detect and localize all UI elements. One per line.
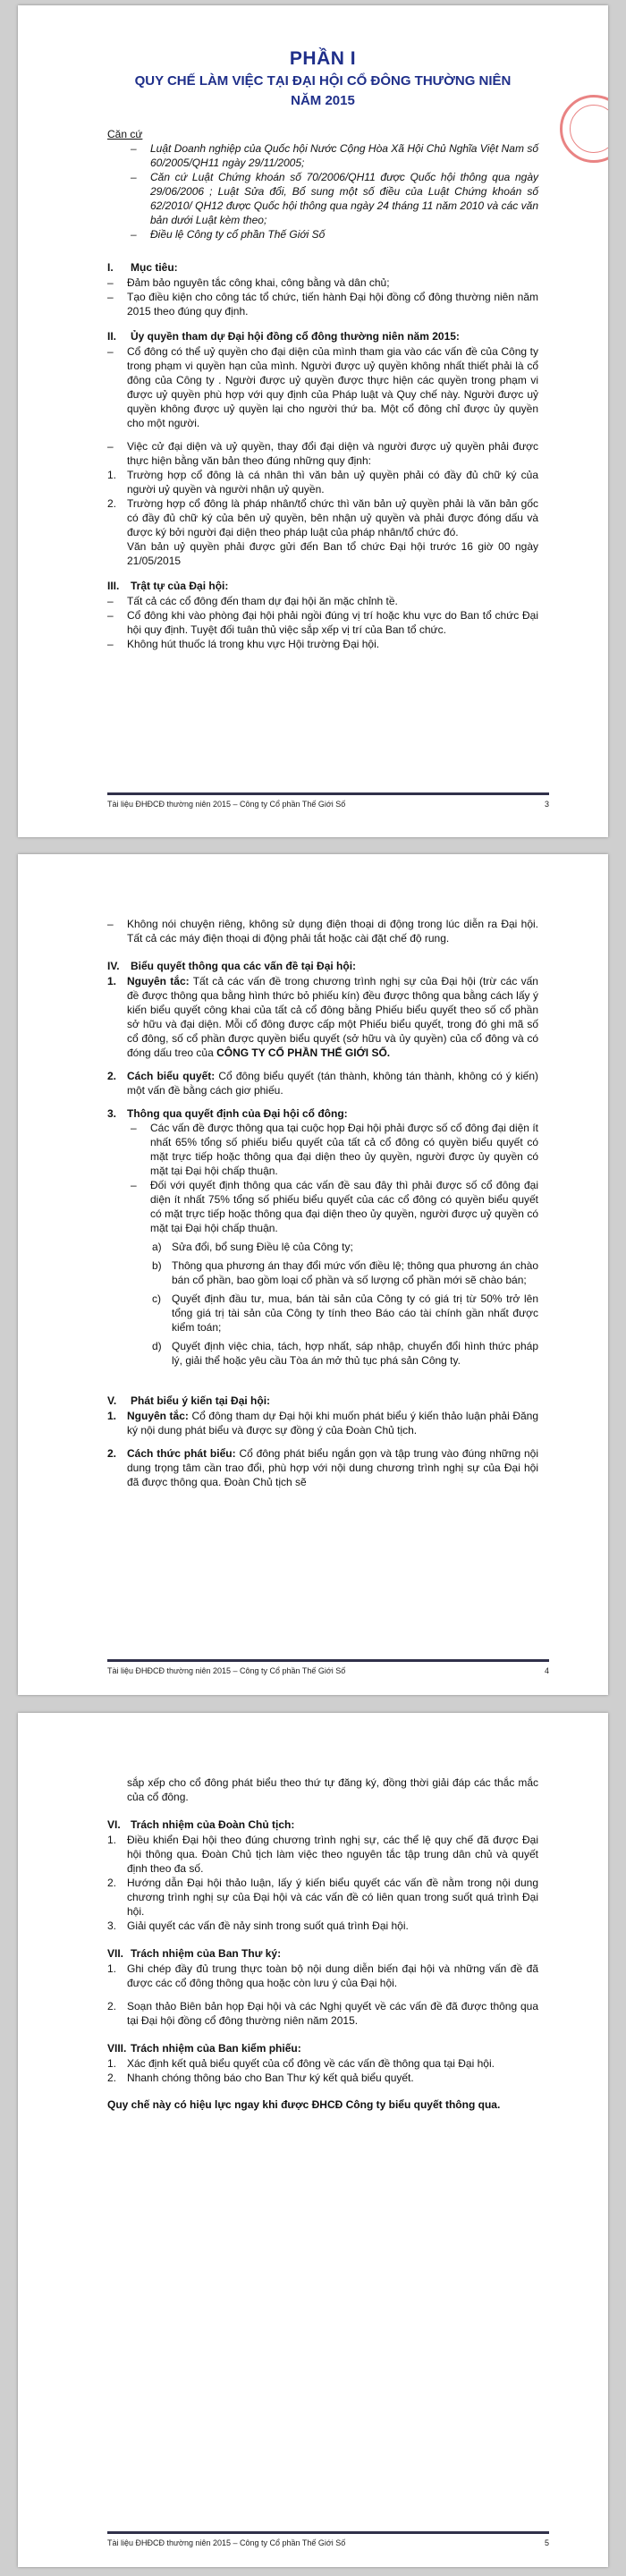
page-footer: [107, 1659, 549, 1682]
list-item: – Tất cả các cổ đông đến tham dự đại hội ăn mặc chỉnh tề.: [107, 595, 398, 607]
list-item: – Đảm bảo nguyên tắc công khai, công bằng và dân chủ;: [107, 276, 390, 289]
list-item: – Cổ đông khi vào phòng đại hội phải ngồi đúng vị trí hoặc khu vực do Ban tổ chức Đại hội quy định. Tuyệt đối tuân thủ việc sắp xếp vị trí của Ban tổ chức.: [107, 609, 538, 636]
section-heading: II. Ủy quyền tham dự Đại hội đồng cổ đông thường niên năm 2015:: [107, 330, 460, 343]
section-heading: VII. Trách nhiệm của Ban Thư ký:: [107, 1947, 282, 1960]
page-footer: [107, 792, 549, 815]
section-heading: V. Phát biểu ý kiến tại Đại hội:: [107, 1394, 271, 1407]
lettered-item: b) Thông qua phương án thay đổi mức vốn điều lệ; thông qua phương án chào bán cổ phần, bao gồm loại cổ phần và số lượng cổ phần mới sẽ chào bán;: [152, 1259, 538, 1286]
note-text: Văn bản uỷ quyền phải được gửi đến Ban tổ chức Đại hội trước 16 giờ 00 ngày 21/05/2015: [127, 540, 538, 567]
numbered-item: 2. Hướng dẫn Đại hội thảo luận, lấy ý kiến biểu quyết các vấn đề nằm trong nội dung chương trình nghị sự của Đại hội và các vấn đề có liên quan trong suốt quá trình Đại hội.: [107, 1877, 538, 1918]
part-title: PHẦN I: [289, 48, 357, 69]
footer-text: Tài liệu ĐHĐCĐ thường niên 2015 – Công ty Cổ phần Thế Giới Số: [107, 800, 346, 809]
numbered-item: 3. Thông qua quyết định của Đại hội cổ đông:: [107, 1107, 348, 1120]
document-page-3: [18, 5, 608, 837]
numbered-item: 1. Ghi chép đầy đủ trung thực toàn bộ nội dung diễn biến đại hội và những vấn đề đã được các cổ đông thông qua hoặc còn lưu ý của Đại hội.: [107, 1962, 538, 1989]
page-number: 3: [544, 800, 549, 809]
list-item: – Không hút thuốc lá trong khu vực Hội trường Đại hội.: [107, 638, 380, 650]
page-footer: [107, 2531, 549, 2554]
numbered-item: 2. Trường hợp cổ đông là pháp nhân/tổ chức thì văn bản uỷ quyền phải là văn bản gốc có đầy đủ chữ ký của bên uỷ quyền, bên nhận uỷ quyền và phải được đóng dấu và được ký bởi người đại diện theo pháp luật của pháp nhân/tổ chức đó.: [107, 497, 538, 538]
numbered-item: 2. Nhanh chóng thông báo cho Ban Thư ký kết quả biểu quyết.: [107, 2072, 414, 2084]
lettered-item: a) Sửa đổi, bổ sung Điều lệ của Công ty;: [152, 1241, 353, 1253]
list-item: – Căn cứ Luật Chứng khoán số 70/2006/QH11 được Quốc hội thông qua ngày 29/06/2006 ; Luật Sửa đổi, Bổ sung một số điều của Luật Chứng khoán số 62/2010/ QH12 được Quốc hội thông qua ngày 24 tháng 11 năm 2010 và các văn bản dưới Luật kèm theo;: [131, 171, 538, 226]
list-item: – Đối với quyết định thông qua các vấn đề sau đây thì phải được số cổ đông đại diện ít nhất 75% tổng số phiếu biểu quyết của các cổ đông có quyền biểu quyết có mặt trực tiếp hoặc thông qua đại diện theo ủy quyền, người được uỷ quyền có mặt tại Đại hội chấp thuận.: [131, 1179, 538, 1234]
footer-text: Tài liệu ĐHĐCĐ thường niên 2015 – Công ty Cổ phần Thế Giới Số: [107, 1666, 346, 1675]
list-item: – Các vấn đề được thông qua tại cuộc họp Đại hội phải được số cổ đông đại diện ít nhất 65% tổng số phiếu biểu quyết của tất cả cổ đông có quyền biểu quyết có mặt trực tiếp hoặc thông qua đại diện theo ủy quyền, người được ủy quyền có mặt tại Đại hội chấp thuận.: [131, 1122, 538, 1177]
numbered-item: 1. Xác định kết quả biểu quyết của cổ đông về các vấn đề thông qua tại Đại hội.: [107, 2057, 495, 2070]
document-page-4: [18, 854, 608, 1695]
lettered-item: c) Quyết định đầu tư, mua, bán tài sản của Công ty có giá trị từ 50% trở lên tổng giá trị tài sản của Công ty tính theo Báo cáo tài chính gần nhất được kiểm toán;: [152, 1292, 538, 1334]
list-item: – Việc cử đại diện và uỷ quyền, thay đổi đại diện và người được uỷ quyền phải được thực hiện bằng văn bản theo đúng những quy định:: [107, 440, 538, 467]
numbered-item: 3. Giải quyết các vấn đề nảy sinh trong suốt quá trình Đại hội.: [107, 1919, 409, 1932]
numbered-item: 2. Cách thức phát biểu: Cổ đông phát biểu ngắn gọn và tập trung vào đúng những nội dung trọng tâm cần trao đổi, phù hợp với nội dung chương trình nghị sự của Đại hội đã được thông qua. Đoàn Chủ tịch sẽ: [107, 1447, 538, 1488]
numbered-item: 1. Điều khiển Đại hội theo đúng chương trình nghị sự, các thể lệ quy chế đã được Đại hội thông qua. Đoàn Chủ tịch làm việc theo nguyên tắc tập trung dân chủ và quyết định theo đa số.: [107, 1834, 538, 1875]
company-seal-stamp: [560, 95, 608, 163]
list-item: – Điều lệ Công ty cổ phần Thế Giới Số: [131, 228, 326, 241]
section-heading: I. Mục tiêu:: [107, 261, 178, 274]
section-heading: VIII. Trách nhiệm của Ban kiểm phiếu:: [107, 2042, 301, 2055]
numbered-item: 1. Nguyên tắc: Tất cả các vấn đề trong chương trình nghị sự của Đại hội (trừ các vấn đề được thông qua bằng hình thức bỏ phiếu kín) đều được thông qua bằng cách lấy ý kiến biểu quyết công khai của tất cả cổ đông bằng Phiếu biểu quyết theo số cổ phần sở hữu và đại diện. Mỗi cổ đông được cấp một Phiếu biểu quyết, trong đó ghi mã số cổ đông, số cổ phần được quyền biểu quyết (sở hữu và ủy quyền) của cổ đông và có đóng dấu treo của CÔNG TY CỔ PHẦN THẾ GIỚI SỐ.: [107, 975, 538, 1059]
list-item: – Cổ đông có thể uỷ quyền cho đại diện của mình tham gia vào các vấn đề của Công ty trong phạm vi quyền hạn của mình. Người được uỷ quyền không nhất thiết phải là cổ đông của Công ty . Người được uỷ quyền được thực hiện các quyền trong phạm vi được uỷ quyền phù hợp với quy định của Pháp luật và Quy chế này. Người được uỷ quyền không được uỷ quyền lại cho người thứ ba. Một cổ đông chỉ được ủy quyền cho một người.: [107, 345, 538, 429]
section-heading: IV. Biểu quyết thông qua các vấn đề tại Đại hội:: [107, 960, 357, 972]
document-page-5: [18, 1713, 608, 2567]
list-item: – Tạo điều kiện cho công tác tổ chức, tiến hành Đại hội đồng cổ đông thường niên năm 2015 theo đúng quy định.: [107, 291, 538, 318]
closing-statement: Quy chế này có hiệu lực ngay khi được ĐHCĐ Công ty biểu quyết thông qua.: [107, 2098, 501, 2111]
numbered-item: 2. Cách biểu quyết: Cổ đông biểu quyết (tán thành, không tán thành, không có ý kiến) một vấn đề bằng cách giơ phiếu.: [107, 1070, 538, 1097]
section-heading: III. Trật tự của Đại hội:: [107, 580, 229, 592]
regulation-title-line1: QUY CHẾ LÀM VIỆC TẠI ĐẠI HỘI CỔ ĐÔNG THƯỜNG NIÊN: [134, 73, 512, 89]
section-heading: VI. Trách nhiệm của Đoàn Chủ tịch:: [107, 1818, 295, 1831]
page-number: 4: [544, 1666, 549, 1675]
page-number: 5: [544, 2538, 549, 2547]
list-item: – Luật Doanh nghiệp của Quốc hội Nước Cộng Hòa Xã Hội Chủ Nghĩa Việt Nam số 60/2005/QH11 ngày 29/11/2005;: [131, 142, 538, 169]
list-item: – Không nói chuyện riêng, không sử dụng điện thoại di động trong lúc diễn ra Đại hội. Tất cả các máy điện thoại di động phải tắt hoặc cài đặt chế độ rung.: [107, 918, 538, 945]
can-cu-label: Căn cứ: [107, 128, 143, 140]
footer-text: Tài liệu ĐHĐCĐ thường niên 2015 – Công ty Cổ phần Thế Giới Số: [107, 2538, 346, 2547]
continued-text: sắp xếp cho cổ đông phát biểu theo thứ tự đăng ký, đồng thời giải đáp các thắc mắc của cổ đông.: [127, 1776, 538, 1803]
numbered-item: 1. Trường hợp cổ đông là cá nhân thì văn bản uỷ quyền phải có đầy đủ chữ ký của người uỷ quyền và người nhận uỷ quyền.: [107, 469, 538, 496]
numbered-item: 2. Soạn thảo Biên bản họp Đại hội và các Nghị quyết về các vấn đề đã được thông qua tại Đại hội đồng cổ đông thường niên năm 2015.: [107, 2000, 538, 2027]
numbered-item: 1. Nguyên tắc: Cổ đông tham dự Đại hội khi muốn phát biểu ý kiến thảo luận phải Đăng ký nội dung phát biểu và được sự đồng ý của Đoàn Chủ tịch.: [107, 1410, 539, 1436]
lettered-item: d) Quyết định việc chia, tách, hợp nhất, sáp nhập, chuyển đổi hình thức pháp lý, giải thể hoặc yêu cầu Tòa án mở thủ tục phá sản Công ty.: [152, 1340, 538, 1367]
regulation-title-line2: NĂM 2015: [291, 93, 355, 108]
